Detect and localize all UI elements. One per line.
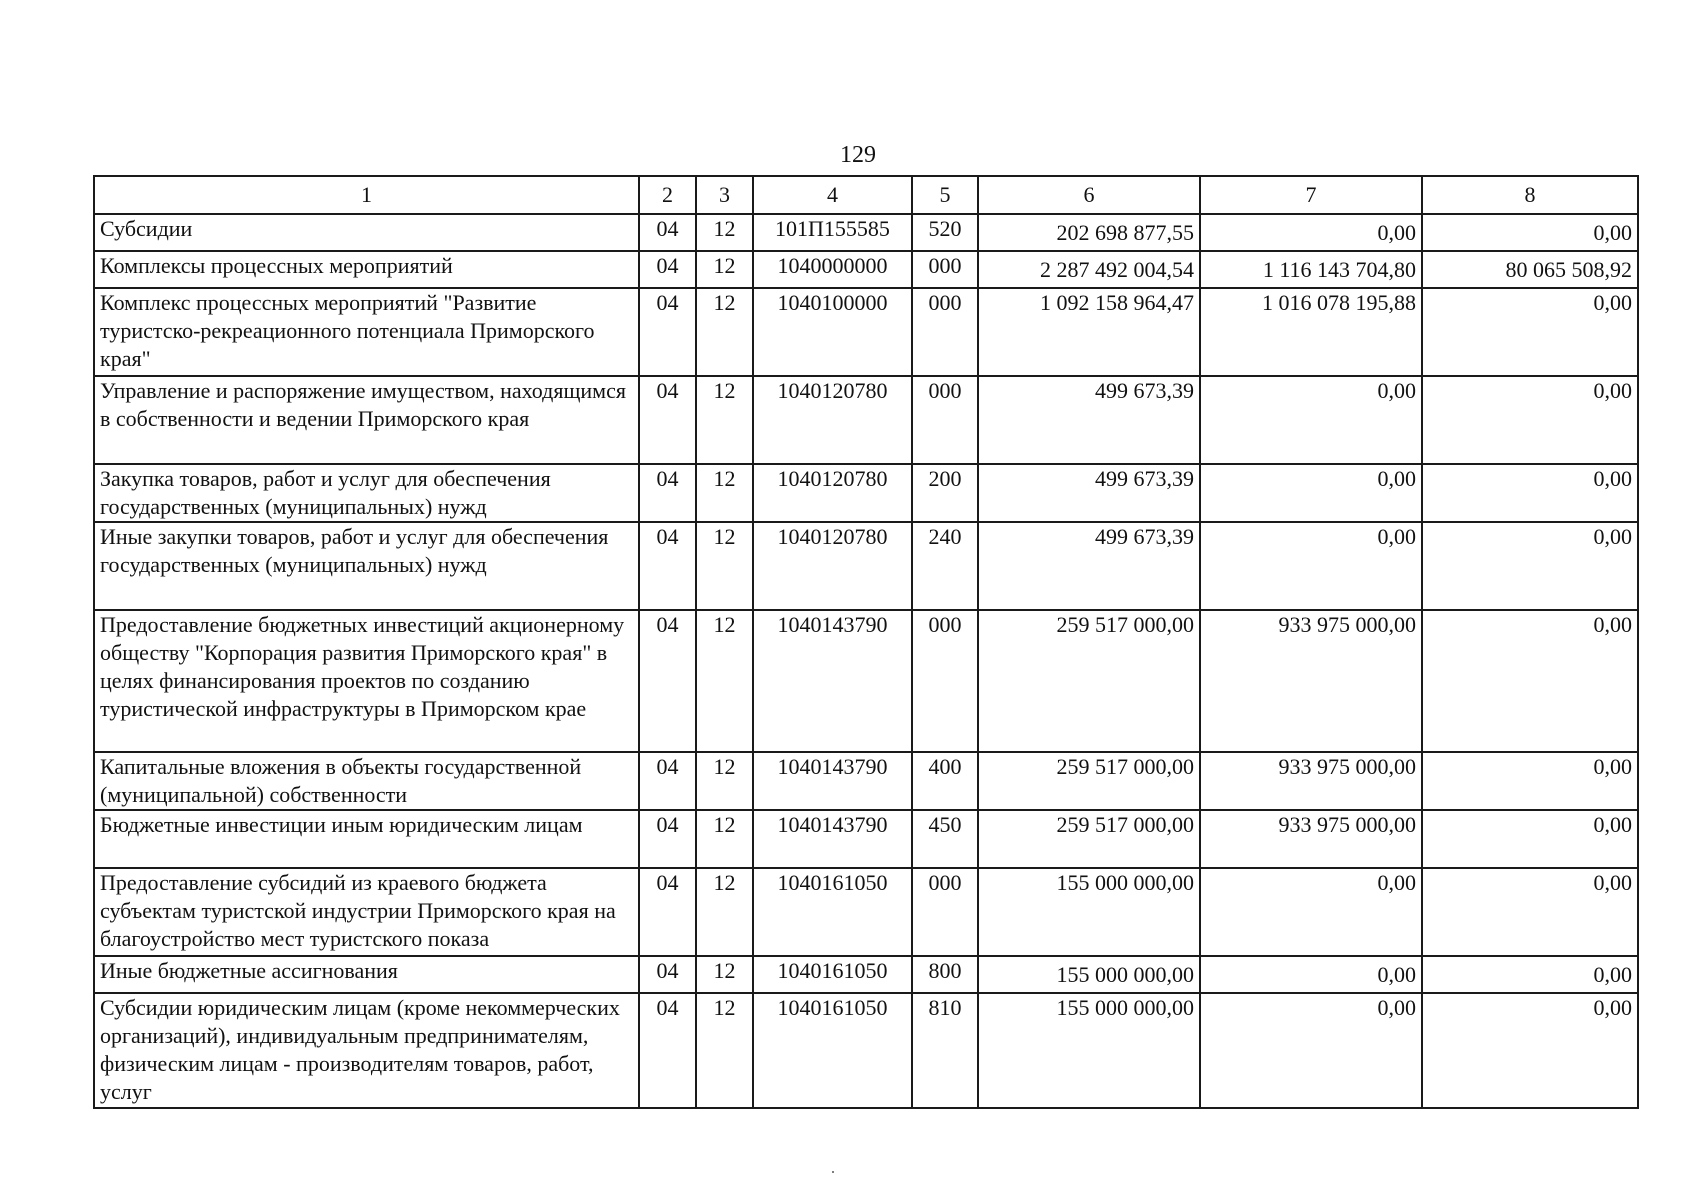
- amount-col-6: 499 673,39: [978, 464, 1200, 522]
- budget-table: [93, 175, 1639, 1109]
- expense-type-code: 520: [912, 214, 978, 251]
- table-row: [94, 376, 1638, 464]
- amount-col-7: 1 016 078 195,88: [1200, 288, 1422, 376]
- amount-col-8: 0,00: [1422, 868, 1638, 956]
- amount-col-7: 0,00: [1200, 956, 1422, 993]
- header-cell: 2: [639, 176, 696, 214]
- amount-col-8: 0,00: [1422, 464, 1638, 522]
- subsection-code: 12: [696, 522, 753, 610]
- amount-col-6: 155 000 000,00: [978, 993, 1200, 1108]
- amount-col-6: 155 000 000,00: [978, 956, 1200, 993]
- table-row: [94, 610, 1638, 752]
- amount-col-7: 933 975 000,00: [1200, 810, 1422, 868]
- amount-col-6: 259 517 000,00: [978, 610, 1200, 752]
- amount-col-8: 80 065 508,92: [1422, 251, 1638, 288]
- target-article-code: 1040000000: [753, 251, 912, 288]
- header-cell: 3: [696, 176, 753, 214]
- target-article-code: 1040161050: [753, 956, 912, 993]
- subsection-code: 12: [696, 956, 753, 993]
- subsection-code: 12: [696, 868, 753, 956]
- item-name: Иные бюджетные ассигнования: [94, 956, 639, 993]
- item-name: Предоставление субсидий из краевого бюджета субъектам туристской индустрии Приморского края на благоустройство мест туристского показа: [94, 868, 639, 956]
- target-article-code: 1040143790: [753, 610, 912, 752]
- subsection-code: 12: [696, 810, 753, 868]
- table-row: [94, 464, 1638, 522]
- table-body: [94, 214, 1638, 1108]
- subsection-code: 12: [696, 610, 753, 752]
- amount-col-6: 499 673,39: [978, 522, 1200, 610]
- amount-col-6: 1 092 158 964,47: [978, 288, 1200, 376]
- amount-col-7: 0,00: [1200, 868, 1422, 956]
- section-code: 04: [639, 464, 696, 522]
- subsection-code: 12: [696, 376, 753, 464]
- section-code: 04: [639, 214, 696, 251]
- amount-col-8: 0,00: [1422, 993, 1638, 1108]
- item-name: Субсидии юридическим лицам (кроме некоммерческих организаций), индивидуальным предпринимателям, физическим лицам - производителям товаров, работ, услуг: [94, 993, 639, 1108]
- section-code: 04: [639, 868, 696, 956]
- expense-type-code: 450: [912, 810, 978, 868]
- header-cell: 4: [753, 176, 912, 214]
- table-row: [94, 810, 1638, 868]
- subsection-code: 12: [696, 251, 753, 288]
- subsection-code: 12: [696, 464, 753, 522]
- expense-type-code: 240: [912, 522, 978, 610]
- amount-col-8: 0,00: [1422, 288, 1638, 376]
- page-number: 129: [840, 142, 876, 168]
- amount-col-6: 202 698 877,55: [978, 214, 1200, 251]
- amount-col-7: 933 975 000,00: [1200, 610, 1422, 752]
- amount-col-8: 0,00: [1422, 522, 1638, 610]
- amount-col-7: 0,00: [1200, 464, 1422, 522]
- target-article-code: 1040120780: [753, 376, 912, 464]
- expense-type-code: 000: [912, 868, 978, 956]
- item-name: Капитальные вложения в объекты государственной (муниципальной) собственности: [94, 752, 639, 810]
- section-code: 04: [639, 956, 696, 993]
- target-article-code: 1040120780: [753, 464, 912, 522]
- item-name: Управление и распоряжение имуществом, находящимся в собственности и ведении Приморского края: [94, 376, 639, 464]
- header-cell: 6: [978, 176, 1200, 214]
- amount-col-8: 0,00: [1422, 376, 1638, 464]
- amount-col-8: 0,00: [1422, 956, 1638, 993]
- section-code: 04: [639, 376, 696, 464]
- expense-type-code: 200: [912, 464, 978, 522]
- table-row: [94, 752, 1638, 810]
- section-code: 04: [639, 522, 696, 610]
- target-article-code: 1040161050: [753, 868, 912, 956]
- section-code: 04: [639, 251, 696, 288]
- table-row: [94, 522, 1638, 610]
- item-name: Бюджетные инвестиции иным юридическим лицам: [94, 810, 639, 868]
- expense-type-code: 400: [912, 752, 978, 810]
- target-article-code: 1040100000: [753, 288, 912, 376]
- expense-type-code: 800: [912, 956, 978, 993]
- amount-col-7: 0,00: [1200, 376, 1422, 464]
- section-code: 04: [639, 752, 696, 810]
- section-code: 04: [639, 993, 696, 1108]
- expense-type-code: 000: [912, 610, 978, 752]
- amount-col-8: 0,00: [1422, 752, 1638, 810]
- expense-type-code: 810: [912, 993, 978, 1108]
- table-row: [94, 288, 1638, 376]
- amount-col-7: 0,00: [1200, 214, 1422, 251]
- table-row: [94, 251, 1638, 288]
- target-article-code: 101П155585: [753, 214, 912, 251]
- amount-col-7: 933 975 000,00: [1200, 752, 1422, 810]
- target-article-code: 1040120780: [753, 522, 912, 610]
- header-cell: 7: [1200, 176, 1422, 214]
- item-name: Иные закупки товаров, работ и услуг для обеспечения государственных (муниципальных) нужд: [94, 522, 639, 610]
- header-cell: 1: [94, 176, 639, 214]
- amount-col-8: 0,00: [1422, 810, 1638, 868]
- item-name: Комплексы процессных мероприятий: [94, 251, 639, 288]
- section-code: 04: [639, 288, 696, 376]
- amount-col-6: 259 517 000,00: [978, 810, 1200, 868]
- amount-col-7: 1 116 143 704,80: [1200, 251, 1422, 288]
- header-cell: 5: [912, 176, 978, 214]
- amount-col-6: 499 673,39: [978, 376, 1200, 464]
- expense-type-code: 000: [912, 288, 978, 376]
- item-name: Предоставление бюджетных инвестиций акционерному обществу "Корпорация развития Приморского края" в целях финансирования проектов по созданию туристической инфраструктуры в Приморском крае: [94, 610, 639, 752]
- amount-col-8: 0,00: [1422, 610, 1638, 752]
- header-row: [94, 176, 1638, 214]
- table-row: [94, 956, 1638, 993]
- table-row: [94, 868, 1638, 956]
- target-article-code: 1040143790: [753, 810, 912, 868]
- section-code: 04: [639, 610, 696, 752]
- target-article-code: 1040143790: [753, 752, 912, 810]
- header-cell: 8: [1422, 176, 1638, 214]
- amount-col-8: 0,00: [1422, 214, 1638, 251]
- amount-col-7: 0,00: [1200, 522, 1422, 610]
- item-name: Закупка товаров, работ и услуг для обеспечения государственных (муниципальных) нужд: [94, 464, 639, 522]
- table-row: [94, 214, 1638, 251]
- subsection-code: 12: [696, 214, 753, 251]
- item-name: Комплекс процессных мероприятий "Развитие туристско-рекреационного потенциала Приморского края": [94, 288, 639, 376]
- amount-col-6: 259 517 000,00: [978, 752, 1200, 810]
- subsection-code: 12: [696, 993, 753, 1108]
- amount-col-6: 2 287 492 004,54: [978, 251, 1200, 288]
- item-name: Субсидии: [94, 214, 639, 251]
- expense-type-code: 000: [912, 376, 978, 464]
- section-code: 04: [639, 810, 696, 868]
- amount-col-7: 0,00: [1200, 993, 1422, 1108]
- amount-col-6: 155 000 000,00: [978, 868, 1200, 956]
- expense-type-code: 000: [912, 251, 978, 288]
- target-article-code: 1040161050: [753, 993, 912, 1108]
- scan-speck: [832, 1171, 834, 1173]
- subsection-code: 12: [696, 288, 753, 376]
- subsection-code: 12: [696, 752, 753, 810]
- table-row: [94, 993, 1638, 1108]
